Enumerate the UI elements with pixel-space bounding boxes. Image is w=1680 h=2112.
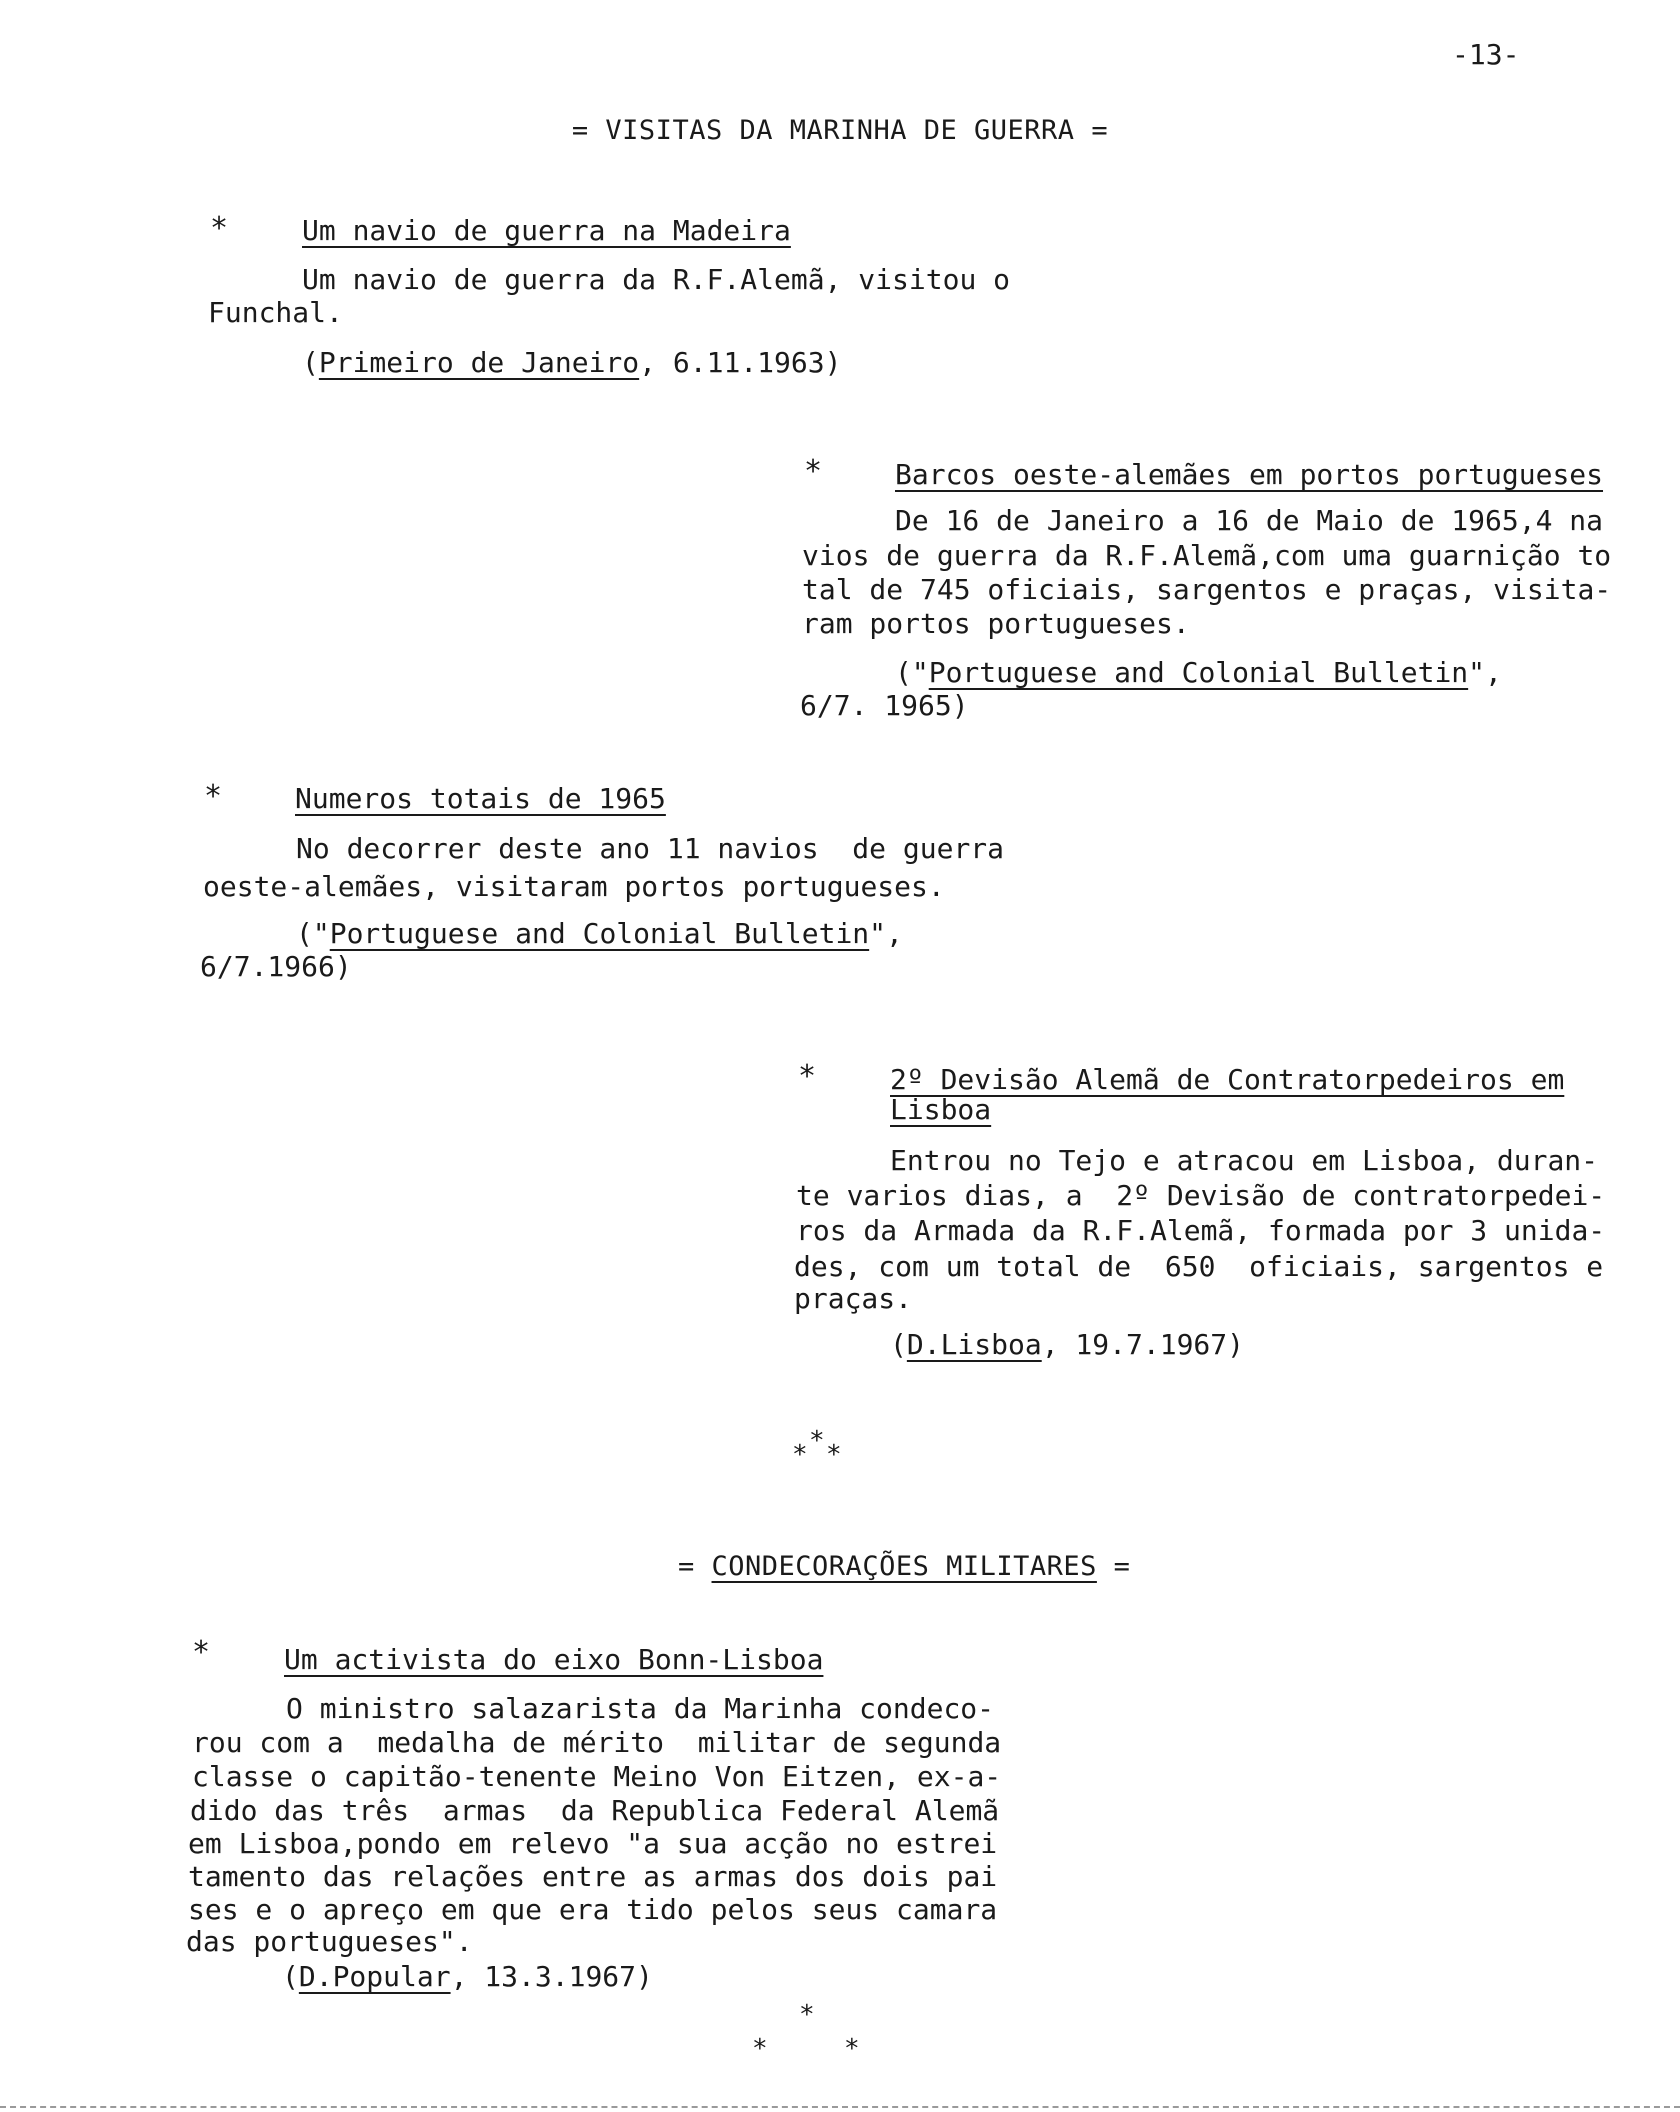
body-line: Funchal. xyxy=(208,296,343,329)
body-line: De 16 de Janeiro a 16 de Maio de 1965,4 na xyxy=(895,504,1604,537)
source-citation-cont: 6/7. 1965) xyxy=(800,689,969,722)
source-citation: (D.Lisboa, 19.7.1967) xyxy=(890,1328,1245,1361)
body-line: des, com um total de 650 oficiais, sargentos e xyxy=(794,1250,1604,1283)
body-line: em Lisboa,pondo em relevo "a sua acção no estrei xyxy=(188,1827,998,1860)
source-citation-cont: 6/7.1966) xyxy=(200,950,352,983)
separator-star: * xyxy=(826,1440,842,1470)
item-heading-line2: Lisboa xyxy=(890,1093,992,1126)
separator-star: * xyxy=(809,1426,825,1456)
body-line: dido das três armas da Republica Federal Alemã xyxy=(190,1794,1000,1827)
body-line: No decorrer deste ano 11 navios de guerra xyxy=(296,832,1005,865)
bullet-star: * xyxy=(204,779,223,814)
bullet-star: * xyxy=(798,1059,817,1094)
body-line: vios de guerra da R.F.Alemã,com uma guarnição to xyxy=(802,539,1612,572)
bullet-star: * xyxy=(210,211,229,246)
body-line: classe o capitão-tenente Meino Von Eitzen, ex-a- xyxy=(192,1760,1002,1793)
source-citation: ("Portuguese and Colonial Bulletin", xyxy=(296,917,903,950)
separator-star: * xyxy=(752,2034,768,2064)
source-citation: ("Portuguese and Colonial Bulletin", xyxy=(895,656,1502,689)
body-line: rou com a medalha de mérito militar de segunda xyxy=(192,1726,1002,1759)
body-line: tal de 745 oficiais, sargentos e praças, visita- xyxy=(802,573,1612,606)
page-number: -13- xyxy=(1452,38,1520,71)
body-line: tamento das relações entre as armas dos dois pai xyxy=(188,1860,998,1893)
separator-star: * xyxy=(792,1440,808,1470)
body-line: te varios dias, a 2º Devisão de contratorpedei- xyxy=(796,1179,1606,1212)
item-heading: Um activista do eixo Bonn-Lisboa xyxy=(284,1643,824,1676)
item-heading: Barcos oeste-alemães em portos portugueses xyxy=(895,458,1604,491)
body-line: O ministro salazarista da Marinha condeco- xyxy=(286,1692,995,1725)
bullet-star: * xyxy=(804,454,823,489)
body-line: das portugueses". xyxy=(186,1925,473,1958)
source-citation: (D.Popular, 13.3.1967) xyxy=(282,1960,653,1993)
body-line: ses e o apreço em que era tido pelos seus camara xyxy=(188,1893,998,1926)
separator-star: * xyxy=(844,2034,860,2064)
separator-star: * xyxy=(799,2000,815,2030)
item-heading: Um navio de guerra na Madeira xyxy=(302,214,791,247)
bottom-rule xyxy=(0,2106,1680,2108)
body-line: ram portos portugueses. xyxy=(802,607,1190,640)
body-line: Entrou no Tejo e atracou em Lisboa, duran- xyxy=(890,1144,1599,1177)
item-heading: 2º Devisão Alemã de Contratorpedeiros em xyxy=(890,1063,1565,1096)
body-line: oeste-alemães, visitaram portos portugueses. xyxy=(203,870,945,903)
source-citation: (Primeiro de Janeiro, 6.11.1963) xyxy=(302,346,842,379)
section-title-visitas: = VISITAS DA MARINHA DE GUERRA = xyxy=(571,115,1109,146)
item-heading: Numeros totais de 1965 xyxy=(295,782,666,815)
section-title-condecoracoes: = CONDECORAÇÕES MILITARES = xyxy=(678,1551,1131,1582)
bullet-star: * xyxy=(192,1635,211,1670)
body-line: Um navio de guerra da R.F.Alemã, visitou o xyxy=(302,263,1011,296)
body-line: ros da Armada da R.F.Alemã, formada por 3 unida- xyxy=(796,1214,1606,1247)
body-line: praças. xyxy=(794,1282,913,1315)
